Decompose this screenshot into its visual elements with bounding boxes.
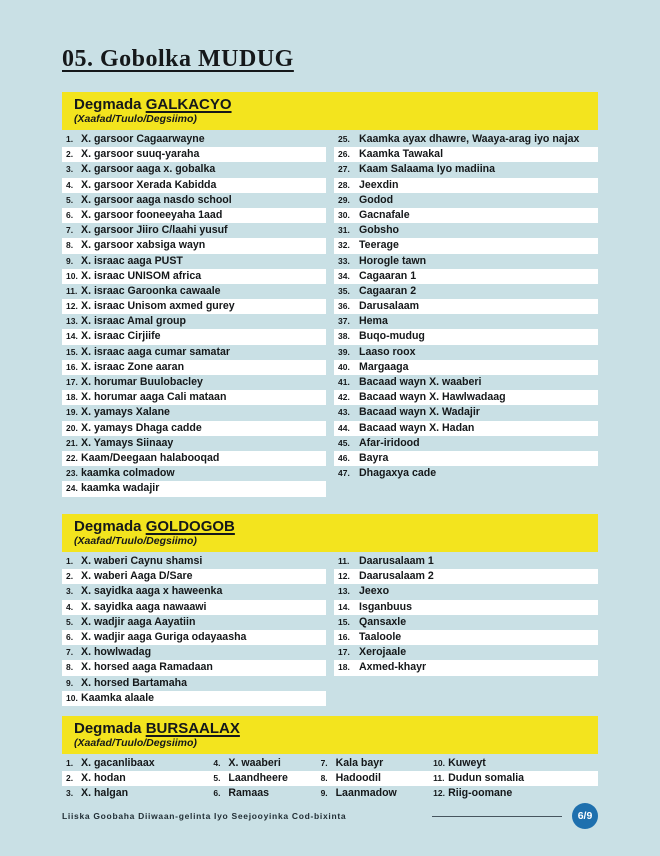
item-label: X. waberi Aaga D/Sare (81, 570, 193, 583)
item-number: 16. (66, 361, 78, 372)
list-column (62, 132, 326, 497)
item-number: 25. (338, 134, 350, 144)
item-label: X. garsoor aaga x. gobalka (81, 163, 216, 176)
item-number: 13. (338, 586, 350, 597)
item-label: X. garsoor suuq-yaraha (81, 148, 200, 161)
list-item (62, 645, 326, 660)
list-item (62, 584, 326, 599)
section-bursaalax (62, 716, 598, 802)
item-number: 6. (213, 788, 221, 799)
list-item (62, 162, 326, 177)
item-number: 15. (66, 346, 78, 357)
list-item (334, 314, 598, 329)
section-label: Degmada (74, 96, 146, 113)
list-item (62, 676, 326, 691)
list-item (429, 756, 598, 771)
item-label: X. garsoor Xerada Kabidda (81, 178, 217, 191)
list-item (62, 360, 326, 375)
list-item (334, 223, 598, 238)
item-number: 29. (338, 194, 350, 205)
item-label: Jeexdin (359, 178, 399, 191)
list-item (429, 786, 598, 801)
item-number: 3. (66, 586, 74, 597)
list-item (62, 269, 326, 284)
item-label: Bacaad wayn X. Hadan (359, 421, 475, 434)
item-label: X. garsoor Cagaarwayne (81, 133, 205, 145)
item-number: 28. (338, 179, 350, 190)
item-number: 41. (338, 377, 350, 387)
list-item (334, 208, 598, 223)
item-number: 1. (66, 556, 74, 566)
item-label: X. israac Zone aaran (81, 360, 185, 373)
list-item (334, 436, 598, 451)
footer-rule (432, 816, 562, 817)
location-list (62, 554, 598, 706)
page-number-badge: 6/9 (572, 803, 598, 829)
item-number: 12. (338, 571, 350, 582)
list-column (62, 554, 326, 706)
item-number: 6. (66, 631, 74, 642)
item-label: Buqo-mudug (359, 330, 425, 343)
district-name: GOLDOGOB (145, 518, 235, 535)
district-name: BURSAALAX (145, 720, 240, 737)
list-item (209, 786, 316, 801)
item-label: Dhagaxya cade (359, 467, 437, 480)
item-number: 16. (338, 631, 350, 642)
list-item (209, 771, 316, 786)
item-number: 1. (66, 758, 74, 768)
list-item (62, 421, 326, 436)
item-number: 38. (338, 331, 350, 342)
section-title (74, 721, 586, 737)
item-label: X. garsoor Jiiro C/laahi yusuf (81, 224, 228, 237)
item-label: Bacaad wayn X. Hawlwadaag (359, 391, 506, 404)
item-number: 36. (338, 301, 350, 312)
item-label: X. israac Garoonka cawaale (81, 284, 221, 297)
item-label: Kala bayr (335, 757, 384, 769)
item-label: Ramaas (228, 787, 270, 800)
list-item (62, 254, 326, 269)
item-number: 46. (338, 452, 350, 463)
item-number: 27. (338, 164, 350, 175)
item-label: Laaso roox (359, 345, 416, 358)
item-number: 15. (338, 616, 350, 627)
item-number: 44. (338, 422, 350, 433)
item-number: 12. (433, 788, 445, 799)
item-number: 2. (66, 571, 74, 582)
list-item (62, 569, 326, 584)
list-item (334, 193, 598, 208)
item-number: 19. (66, 407, 78, 418)
item-number: 2. (66, 149, 74, 160)
list-item (334, 254, 598, 269)
item-label: Kaamka Tawakal (359, 148, 444, 161)
list-item (62, 436, 326, 451)
list-item (334, 360, 598, 375)
item-label: Jeexo (359, 585, 390, 598)
item-label: X. israac UNISOM africa (81, 269, 202, 282)
list-row (62, 771, 598, 786)
list-item (62, 600, 326, 615)
list-item (62, 771, 209, 786)
item-label: Kaamka alaale (81, 691, 155, 704)
item-label: Xerojaale (359, 646, 407, 659)
item-label: X. waberi Caynu shamsi (81, 555, 203, 567)
item-label: Horogle tawn (359, 254, 427, 267)
item-label: Cagaaran 2 (359, 284, 417, 297)
list-item (62, 299, 326, 314)
list-item (62, 405, 326, 420)
location-list (62, 756, 598, 802)
item-label: X. halgan (81, 787, 129, 800)
item-label: Gobsho (359, 224, 400, 237)
item-number: 11. (433, 773, 445, 784)
item-number: 5. (213, 773, 221, 784)
item-number: 18. (66, 392, 78, 403)
item-number: 9. (66, 255, 74, 266)
item-label: Dudun somalia (448, 772, 525, 785)
list-item (62, 147, 326, 162)
section-title (74, 519, 586, 535)
item-label: Bacaad wayn X. waaberi (359, 376, 482, 388)
item-label: Isganbuus (359, 600, 412, 613)
list-item (334, 660, 598, 675)
list-item (317, 771, 430, 786)
list-item (334, 269, 598, 284)
list-item (334, 630, 598, 645)
section-header (62, 514, 598, 552)
item-number: 9. (66, 677, 74, 688)
item-number: 43. (338, 407, 350, 418)
item-label: Taaloole (359, 630, 402, 643)
item-number: 2. (66, 773, 74, 784)
list-item (334, 132, 598, 147)
item-number: 17. (66, 377, 78, 387)
item-number: 17. (338, 647, 350, 658)
item-label: Daarusalaam 1 (359, 555, 434, 567)
list-item (62, 615, 326, 630)
list-item (62, 178, 326, 193)
item-label: Qansaxle (359, 615, 407, 628)
item-number: 4. (66, 601, 74, 612)
item-number: 18. (338, 662, 350, 673)
item-label: X. gacanlibaax (81, 757, 155, 769)
list-item (62, 132, 326, 147)
item-number: 3. (66, 788, 74, 799)
list-item (62, 481, 326, 496)
item-label: Daarusalaam 2 (359, 570, 434, 583)
item-number: 40. (338, 361, 350, 372)
section-subtitle: (Xaafad/Tuulo/Degsiimo) (74, 737, 197, 749)
list-item (62, 466, 326, 481)
item-number: 8. (66, 662, 74, 673)
list-item (62, 208, 326, 223)
list-item (334, 162, 598, 177)
list-item (62, 375, 326, 390)
item-number: 21. (66, 437, 78, 448)
list-item (334, 178, 598, 193)
item-label: X. garsoor fooneeyaha 1aad (81, 208, 223, 221)
item-number: 34. (338, 270, 350, 281)
item-number: 7. (66, 225, 74, 236)
list-item (62, 193, 326, 208)
item-label: X. waaberi (228, 757, 281, 769)
item-label: X. israac Unisom axmed gurey (81, 300, 235, 313)
item-label: Kaam Salaama Iyo madiina (359, 163, 496, 176)
item-number: 35. (338, 285, 350, 296)
item-number: 10. (433, 758, 445, 768)
item-label: X. horsed aaga Ramadaan (81, 661, 213, 674)
location-list (62, 132, 598, 497)
item-number: 32. (338, 240, 350, 251)
item-label: Godod (359, 193, 394, 206)
page-title: 05. Gobolka MUDUG (62, 46, 294, 72)
item-label: kaamka wadajir (81, 482, 160, 495)
list-column (334, 554, 598, 706)
item-number: 11. (338, 556, 350, 566)
item-number: 10. (66, 270, 78, 281)
list-item (334, 451, 598, 466)
section-title (74, 97, 586, 113)
item-number: 11. (66, 285, 78, 296)
item-number: 5. (66, 616, 74, 627)
page-footer (62, 803, 598, 829)
item-label: Laanmadow (335, 787, 397, 800)
list-item (317, 786, 430, 801)
item-number: 9. (320, 788, 328, 799)
list-item (334, 615, 598, 630)
item-label: Margaaga (359, 360, 409, 373)
item-number: 7. (66, 647, 74, 658)
item-number: 1. (66, 134, 74, 144)
item-number: 20. (66, 422, 78, 433)
list-item (62, 630, 326, 645)
item-number: 42. (338, 392, 350, 403)
list-row (62, 786, 598, 801)
item-label: Cagaaran 1 (359, 269, 417, 282)
item-label: Hema (359, 315, 388, 328)
item-label: X. yamays Dhaga cadde (81, 421, 202, 434)
item-label: X. israac Amal group (81, 315, 186, 328)
item-label: X. wadjir aaga Guriga odayaasha (81, 630, 247, 643)
list-item (334, 284, 598, 299)
item-label: Gacnafale (359, 208, 410, 221)
list-item (62, 345, 326, 360)
item-number: 26. (338, 149, 350, 160)
list-item (334, 554, 598, 569)
list-item (334, 584, 598, 599)
list-item (334, 299, 598, 314)
section-galkacyo (62, 92, 598, 497)
item-label: X. Yamays Siinaay (81, 436, 174, 449)
section-subtitle: (Xaafad/Tuulo/Degsiimo) (74, 535, 197, 547)
list-item (334, 390, 598, 405)
item-number: 47. (338, 468, 350, 479)
item-label: kaamka colmadow (81, 467, 175, 480)
item-number: 45. (338, 437, 350, 448)
item-number: 12. (66, 301, 78, 312)
section-label: Degmada (74, 720, 146, 737)
list-item (317, 756, 430, 771)
item-number: 13. (66, 316, 78, 327)
section-goldogob (62, 514, 598, 706)
list-item (62, 756, 209, 771)
item-number: 7. (320, 758, 328, 768)
item-label: Hadoodil (335, 772, 381, 785)
item-number: 37. (338, 316, 350, 327)
list-item (209, 756, 316, 771)
item-label: X. israac aaga PUST (81, 254, 183, 267)
item-number: 23. (66, 468, 78, 479)
item-label: X. garsoor xabsiga wayn (81, 239, 206, 252)
item-label: X. sayidka aaga nawaawi (81, 600, 207, 613)
item-number: 4. (213, 758, 221, 768)
item-label: X. garsoor aaga nasdo school (81, 193, 232, 206)
item-label: X. israac Cirjiife (81, 330, 161, 343)
item-number: 22. (66, 452, 78, 463)
item-label: X. wadjir aaga Aayatiin (81, 615, 196, 628)
district-name: GALKACYO (145, 96, 232, 113)
item-number: 4. (66, 179, 74, 190)
item-label: X. howlwadag (81, 646, 152, 659)
item-label: Afar-iridood (359, 436, 420, 449)
item-number: 14. (338, 601, 350, 612)
item-label: X. hodan (81, 772, 126, 785)
list-item (334, 345, 598, 360)
list-item (334, 466, 598, 481)
item-number: 24. (66, 483, 78, 494)
item-label: X. horumar aaga Cali mataan (81, 391, 227, 404)
list-item (334, 329, 598, 344)
item-label: Riig-oomane (448, 787, 513, 800)
item-label: Kuweyt (448, 757, 486, 769)
item-number: 33. (338, 255, 350, 266)
item-label: Laandheere (228, 772, 288, 785)
item-label: Kaamka ayax dhawre, Waaya-arag iyo najax (359, 133, 580, 145)
item-label: X. horsed Bartamaha (81, 676, 187, 689)
list-item (62, 691, 326, 706)
list-item (62, 284, 326, 299)
list-item (62, 451, 326, 466)
section-subtitle: (Xaafad/Tuulo/Degsiimo) (74, 113, 197, 125)
list-item (334, 147, 598, 162)
section-label: Degmada (74, 518, 146, 535)
item-label: X. horumar Buulobacley (81, 376, 203, 388)
item-number: 30. (338, 209, 350, 220)
footer-caption: Liiska Goobaha Diiwaan-gelinta Iyo Seejooyinka Cod-bixinta (62, 811, 347, 821)
list-item (334, 569, 598, 584)
item-label: X. israac aaga cumar samatar (81, 345, 230, 358)
list-item (334, 421, 598, 436)
list-item (62, 238, 326, 253)
item-label: Axmed-khayr (359, 661, 427, 674)
list-item (62, 223, 326, 238)
item-number: 39. (338, 346, 350, 357)
list-item (334, 238, 598, 253)
list-item (62, 314, 326, 329)
item-label: X. sayidka aaga x haweenka (81, 585, 223, 598)
item-label: Darusalaam (359, 300, 420, 313)
list-item (334, 405, 598, 420)
list-item (62, 554, 326, 569)
section-header (62, 92, 598, 130)
list-item (62, 329, 326, 344)
list-item (62, 390, 326, 405)
item-label: X. yamays Xalane (81, 406, 170, 419)
item-number: 31. (338, 225, 350, 236)
item-number: 10. (66, 692, 78, 703)
list-item (334, 600, 598, 615)
list-item (62, 660, 326, 675)
item-label: Bacaad wayn X. Wadajir (359, 406, 480, 419)
list-column (334, 132, 598, 497)
item-number: 14. (66, 331, 78, 342)
item-number: 8. (66, 240, 74, 251)
item-label: Kaam/Deegaan halabooqad (81, 451, 220, 464)
item-number: 8. (320, 773, 328, 784)
item-number: 5. (66, 194, 74, 205)
item-label: Teerage (359, 239, 399, 252)
item-number: 6. (66, 209, 74, 220)
list-row (62, 756, 598, 771)
section-header (62, 716, 598, 754)
list-item (334, 645, 598, 660)
list-item (334, 375, 598, 390)
item-number: 3. (66, 164, 74, 175)
list-item (62, 786, 209, 801)
list-item (429, 771, 598, 786)
item-label: Bayra (359, 451, 389, 464)
